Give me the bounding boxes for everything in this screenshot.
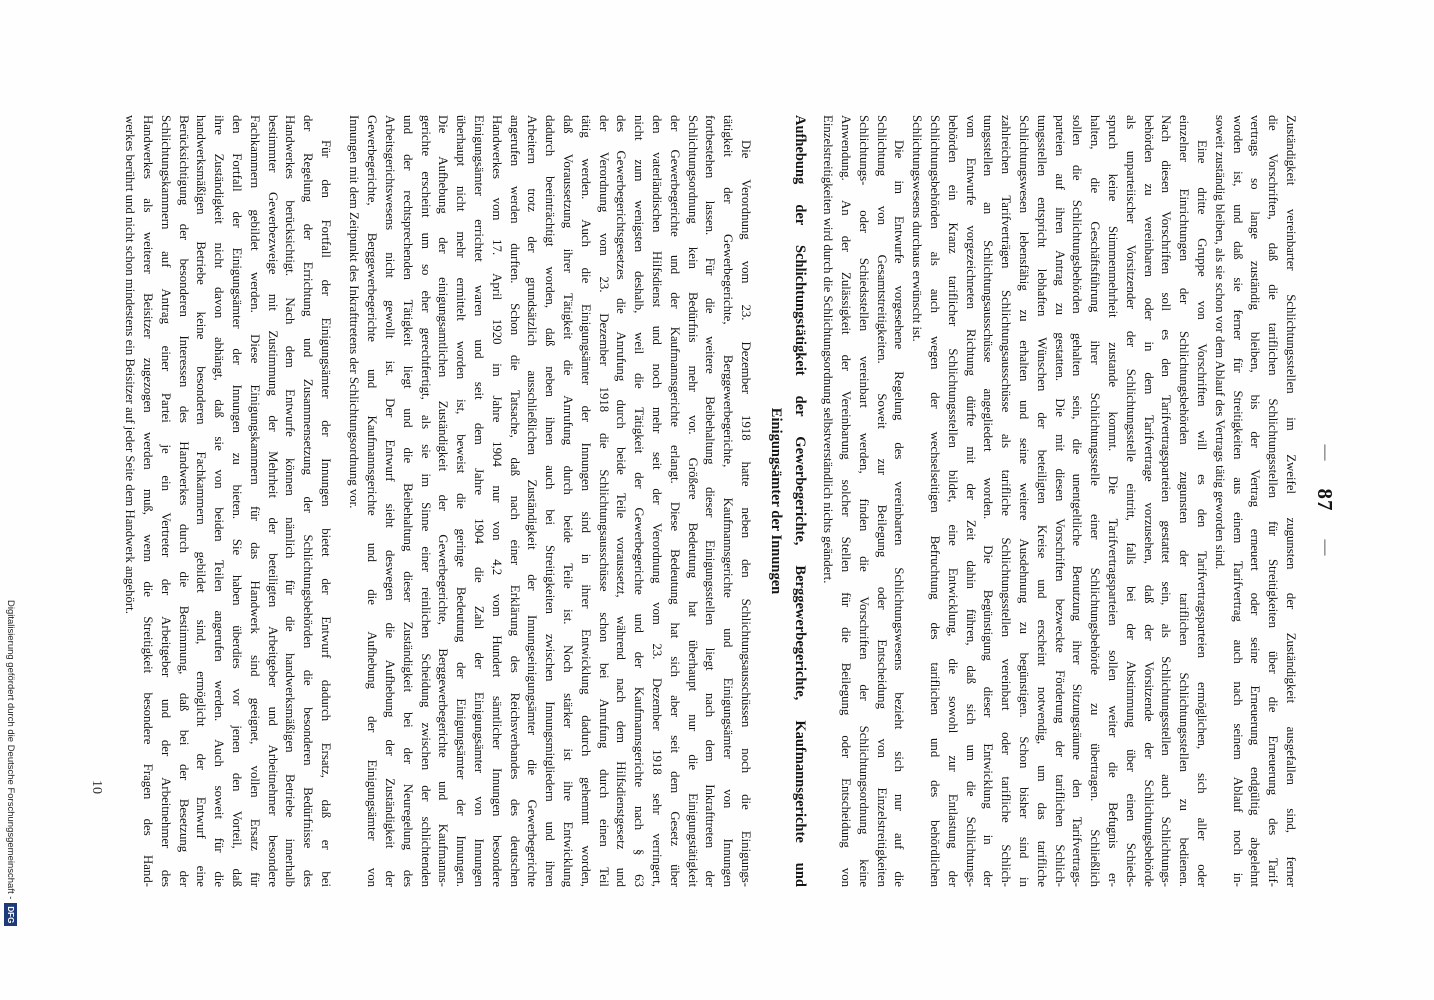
text-line: Schlichtungswesen lebensfähig zu erhalten und seine weitere Ausdehnung zu begünstigen. Schon bisher sind in [1017, 115, 1032, 887]
page-number: 87 [1313, 488, 1338, 512]
text-line: tungsstellen entspricht lebhaften Wünschen der beteiligten Kreise und erscheint notwendig, um das tarifliche [1034, 115, 1049, 887]
text-line: sollen die Schlichtungsbehörden gehalten sein, die unentgeltliche Benutzung ihrer Sitzungsräume den Tarifvertrags- [1070, 115, 1085, 887]
text-line: handwerksmäßigen Betriebe keine besonderen Fachkammern gebildet sind, ermöglicht der Entwurf eine [194, 115, 209, 887]
text-line: die Vorschriften, daß die tariflichen Schlichtungsstellen für Streitigkeiten über die Erneuerung des Tarif- [1266, 115, 1281, 887]
text-line: tungsstellen an Schlichtungsausschüsse angegliedert worden. Die Begünstigung dieser Entwicklung in der [981, 115, 996, 887]
text-line: Nach diesen Vorschriften soll es den Tarifvertragsparteien gestattet sein, als Schlichtungsstellen auch Schlichtungs- [1159, 115, 1174, 887]
section-heading-line: Einigungsämter der Innungen [768, 407, 784, 595]
text-line: überhaupt nicht mehr ermittelt worden ist, beweist die geringe Bedeutung der Einigungsämter der Innungen. [454, 115, 469, 887]
paragraph [120, 115, 334, 887]
text-block-upper [818, 115, 1299, 887]
text-line: Handwerkes vom 17. April 1920 im Jahre 1904 nur von 4,2 vom Hundert sämtlicher Innungen besondere [489, 115, 504, 887]
text-line: Schlichtungswesens durchaus erwünscht ist. [910, 115, 925, 342]
text-line: Gewerbegerichte, Berggewerbegerichte und Kaufmannsgerichte und die Aufhebung der Einigungsämter von [365, 115, 380, 887]
text-line: daß Voraussetzung ihrer Tätigkeit die Anrufung durch beide Teile ist. Noch stärker ist ihre Entwicklung [561, 115, 576, 887]
text-line: nicht zum wenigsten deshalb, weil die Tätigkeit der Gewerbegerichte und der Kaufmannsgerichte nach § 63 [632, 115, 647, 887]
text-line: Handwerkes als weiterer Beisitzer zugezogen werden muß, wenn die Streitigkeit besondere Fragen des Hand- [141, 115, 156, 887]
text-line: Einzelstreitigkeiten wird durch die Schlichtungsordnung selbstverständlich nichts geändert. [821, 115, 836, 584]
text-line: Schlichtungsordnung kein Bedürfnis mehr vor. Größere Bedeutung hat überhaupt nur die Einigungstätigkeit [685, 115, 700, 887]
text-line: Arbeitern trotz der grundsätzlich ausschließlichen Zuständigkeit der Innungseinigungsämter die Gewerbegerichte [525, 115, 540, 887]
text-line: werkes berührt und nicht schon mindestens ein Beisitzer auf jeder Seite dem Handwerk angehört. [123, 115, 138, 614]
text-line: fortbestehen lassen. Für die weitere Beibehaltung dieser Einigungsstellen liegt nach dem Inkrafttreten der [703, 115, 718, 887]
text-line: der Verordnung vom 23. Dezember 1918 die Schlichtungsausschüsse schon bei Anrufung durch einen Teil [596, 115, 611, 887]
text-line: der Regelung der Errichtung und Zusammensetzung der Schlichtungsbehörden die besonderen Bedürfnisse des [301, 115, 316, 887]
text-line: Zuständigkeit vereinbarter Schlichtungsstellen im Zweifel zugunsten der Zuständigkeit ausgefallen sind, ferner [1284, 115, 1298, 887]
text-line: den vaterländischen Hilfsdienst und noch mehr seit der Verordnung vom 23. Dezember 1918 sehr verringert, [650, 115, 665, 887]
text-line: parteien auf ihren Antrag zu gestatten. Die mit diesen Vorschriften bezweckte Förderung der tariflichen Schlich- [1052, 115, 1067, 887]
text-line: der Gewerbegerichte und der Kaufmannsgerichte erlangt. Diese Bedeutung hat sich aber seit dem Gesetz über [667, 115, 682, 887]
text-line: Einigungsämter errichtet waren und seit dem Jahre 1904 die Zahl der Einigungsämter von Innungen [472, 115, 487, 887]
text-line: Die Verordnung vom 23. Dezember 1918 hatte neben den Schlichtungsausschüssen noch die Einigungs- [739, 140, 753, 887]
page-header [1312, 0, 1338, 1000]
text-line: tätig werden. Auch die Einigungsämter der Innungen sind in ihrer Entwicklung dadurch gehemmt worden, [578, 115, 593, 887]
paragraph [1210, 115, 1299, 887]
text-line: Innungen mit dem Zeitpunkt des Inkrafttretens der Schlichtungsordnung vor. [347, 115, 362, 509]
text-line: Die Aufhebung der einigungsamtlichen Zuständigkeit der Gewerbegerichte, Berggewerbegerichte und Kaufmanns- [436, 115, 451, 887]
header-dash-left: — [1317, 444, 1334, 461]
text-line: dadurch beeinträchtigt worden, daß neben ihnen auch bei Streitigkeiten zwischen Innungsmitgliedern und ihren [543, 115, 558, 887]
text-line: einzelner Einrichtungen der Schlichtungsbehörden zugunsten der tariflichen Schlichtungsstellen zu bedienen. [1177, 115, 1192, 887]
text-line: Schlichtungs- oder Schiedsstellen vereinbart werden, finden die Vorschriften der Schlichtungsordnung keine [856, 115, 871, 887]
text-line: spruch keine Stimmenmehrheit zustande kommt. Die Tarifvertragsparteien sollen weiter die Befugnis er- [1106, 115, 1121, 887]
text-line: Schlichtung von Gesamtstreitigkeiten. Soweit zur Beilegung oder Entscheidung von Einzelstreitigkeiten [874, 115, 889, 887]
text-line: vom Entwurfe vorgezeichneten Richtung dürfte mit der Zeit dahin führen, daß sich um die Schlichtungs- [963, 115, 978, 887]
text-block-middle [345, 115, 754, 887]
text-line: angerufen werden durften. Schon die Tatsache, daß nach einer Erklärung des Reichsverbandes des deutschen [507, 115, 522, 887]
text-block-lower [120, 115, 334, 887]
text-line: Anwendung. An der Zulässigkeit der Vereinbarung solcher Stellen für die Beilegung oder Entscheidung von [839, 115, 854, 887]
text-line: worden ist, und daß sie ferner für Streitigkeiten aus einem Tarifvertrag auch nach seinem Ablauf noch in- [1230, 115, 1245, 887]
paragraph [907, 115, 1210, 887]
text-line: Schlichtungsbehörden als auch wegen der wechselseitigen Befruchtung des tariflichen und des behördlichen [928, 115, 943, 887]
text-line: Für den Fortfall der Einigungsämter der Innungen bietet der Entwurf dadurch Ersatz, daß er bei [319, 140, 333, 887]
text-line: Berücksichtigung der besonderen Interessen des Handwerkes durch die Bestimmung, daß bei der Besetzung der [176, 115, 191, 887]
text-line: behörden zu vereinbaren oder in dem Tarifvertrage vorzusehen, daß der Vorsitzende der Schlichtungsbehörde [1141, 115, 1156, 887]
paragraph [818, 115, 907, 887]
text-line: behörden ein Kranz tariflicher Schlichtungsstellen bildet, eine Entwicklung, die sowohl zur Entlastung der [945, 115, 960, 887]
text-line: als unparteiischer Vorsitzender der Schlichtungsstelle eintritt, falls bei der Abstimmung über einen Schieds- [1123, 115, 1138, 887]
text-line: tätigkeit der Gewerbegerichte, Berggewerbegerichte, Kaufmannsgerichte und Einigungsämter von Innungen [721, 115, 736, 887]
text-line: zahlreichen Tarifverträgen Schlichtungsausschüsse als tarifliche Schlichtungsstellen vereinbart oder tarifliche Schlich- [999, 115, 1014, 887]
text-line: den Fortfall der Einigungsämter der Innungen zu bieten. Sie haben überdies vor jenen den Vorteil, daß [230, 115, 245, 887]
signature-mark: 10 [89, 780, 104, 794]
text-line: Schlichtungskammern auf Antrag einer Partei je ein Vertreter der Arbeitgeber und der Arbeitnehmer des [158, 115, 173, 887]
text-line: Eine dritte Gruppe von Vorschriften will es den Tarifvertragsparteien ermöglichen, sich aller oder [1195, 140, 1210, 887]
text-line: Arbeitsgerichtswesens nicht gewollt ist. Der Entwurf sieht deswegen die Aufhebung der Zuständigkeit der [383, 115, 398, 887]
text-line: und der rechtsprechenden Tätigkeit liegt und die Beibehaltung dieser Zuständigkeit bei der Neuregelung des [400, 115, 415, 887]
text-line: gerichte erscheint um so eher gerechtfertigt, als sie im Sinne einer reinlichen Scheidung zwischen der schlichtenden [418, 115, 433, 887]
text-line: Die im Entwurfe vorgesehene Regelung des vereinbarten Schlichtungswesens bezieht sich nur auf die [892, 140, 907, 887]
text-line: Fachkammern gebildet werden. Diese Einigungskammern für das Handwerk sind geeignet, vollen Ersatz für [247, 115, 262, 887]
paragraph [345, 115, 754, 887]
section-heading-line: Aufhebung der Schlichtungstätigkeit der Gewerbegerichte, Berggewerbegerichte, Kaufmannsgerichte und [792, 115, 808, 887]
digitization-credit [4, 600, 18, 926]
text-line: vertrags so lange zuständig bleiben, bis der Vertrag erneuert oder seine Erneuerung endgültig abgelehnt [1248, 115, 1263, 887]
text-line: Handwerkes berücksichtigt. Nach dem Entwurfe können nämlich für die handwerksmäßigen Betriebe innerhalb [283, 115, 298, 887]
digitization-credit-text: Digitalisierung gefördert durch die Deutsche Forschungsgemeinschaft - [5, 600, 17, 900]
text-line: halten, die Geschäftsführung ihrer Schlichtungsstelle einer Schlichtungsbehörde zu übertragen. Schließlich [1088, 115, 1103, 887]
text-line: soweit zuständig bleiben, als sie schon vor dem Ablauf des Vertrags tätig geworden sind. [1212, 115, 1227, 570]
text-line: bestimmter Gewerbezweige mit Zustimmung der Mehrheit der beteiligten Arbeitgeber und Arbeitnehmer besondere [265, 115, 280, 887]
section-heading [764, 115, 812, 887]
dfg-logo: DFG [5, 903, 18, 926]
header-dash-right: — [1317, 539, 1334, 556]
text-line: ihre Zuständigkeit nicht davon abhängt, daß sie von beiden Teilen angerufen werden. Auch soweit für die [212, 115, 227, 887]
text-line: des Gewerbegerichtsgesetzes die Anrufung durch beide Teile voraussetzt, während nach dem Hilfsdienstgesetz und [614, 115, 629, 887]
